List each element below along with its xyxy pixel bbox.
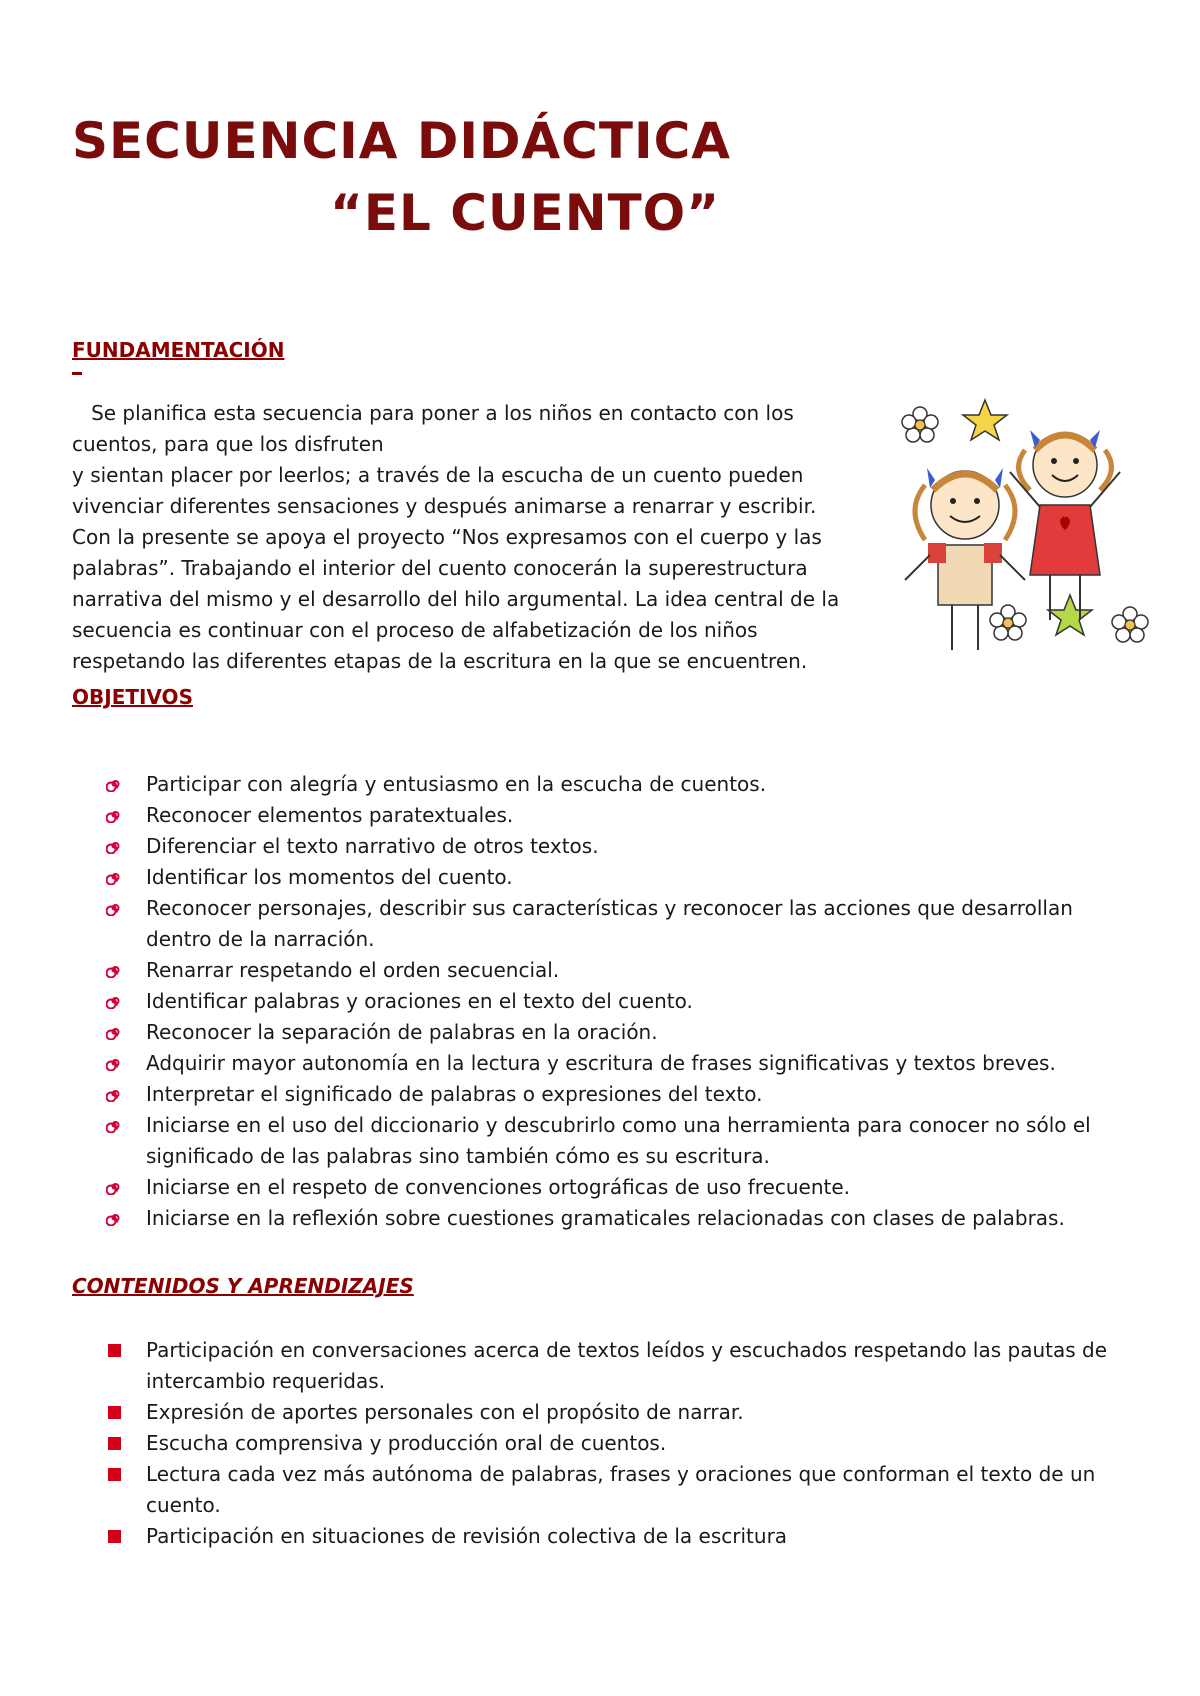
objetivo-item [106,1079,1136,1110]
contenido-item [106,1459,1136,1521]
fundamentacion-paragraph [72,398,882,677]
contenidos-heading: CONTENIDOS Y APRENDIZAJES [72,1274,414,1298]
square-bullet-icon [108,1437,121,1450]
spiral-bullet-icon [106,1210,122,1226]
objetivo-text: Interpretar el significado de palabras o expresiones del texto. [146,1082,763,1106]
square-bullet-icon [108,1406,121,1419]
paragraph-line: palabras”. Trabajando el interior del cuento conocerán la superestructura [72,556,808,580]
document-title: SECUENCIA DIDÁCTICA [72,112,731,170]
objetivo-text: Identificar palabras y oraciones en el texto del cuento. [146,989,693,1013]
contenidos-list [106,1335,1136,1552]
star-icon [1048,595,1092,635]
objetivo-text: Reconocer elementos paratextuales. [146,803,514,827]
paragraph-line: respetando las diferentes etapas de la escritura en la que se encuentren. [72,649,808,673]
contenido-item [106,1521,1136,1552]
star-icon [963,400,1007,440]
flower-icon [990,605,1026,640]
spiral-bullet-icon [106,807,122,823]
objetivos-list [106,769,1136,1234]
girl-figure-right [1010,430,1120,620]
objetivo-text: Participar con alegría y entusiasmo en la escucha de cuentos. [146,772,767,796]
objetivo-item [106,769,1136,800]
objetivo-text: Adquirir mayor autonomía en la lectura y escritura de frases significativas y textos breves. [146,1051,1056,1075]
contenido-text: Expresión de aportes personales con el propósito de narrar. [146,1400,744,1424]
paragraph-line: cuentos, para que los disfruten [72,432,384,456]
paragraph-line: Se planifica esta secuencia para poner a los niños en contacto con los [72,401,794,425]
children-illustration [890,395,1160,665]
objetivo-item [106,893,1136,955]
objetivo-text: Iniciarse en la reflexión sobre cuestiones gramaticales relacionadas con clases de palabras. [146,1206,1065,1230]
spiral-bullet-icon [106,993,122,1009]
paragraph-line: narrativa del mismo y el desarrollo del hilo argumental. La idea central de la [72,587,840,611]
spiral-bullet-icon [106,869,122,885]
flower-icon [1112,607,1148,642]
contenido-item [106,1397,1136,1428]
objetivo-text: Reconocer la separación de palabras en la oración. [146,1020,658,1044]
document-subtitle: “EL CUENTO” [330,184,721,242]
spiral-bullet-icon [106,1117,122,1133]
objetivo-item [106,1172,1136,1203]
objetivo-text: Reconocer personajes, describir sus características y reconocer las acciones que desarrollan dentro de la narración. [146,896,1073,951]
spiral-bullet-icon [106,1086,122,1102]
contenido-text: Participación en conversaciones acerca de textos leídos y escuchados respetando las pautas de intercambio requeridas. [146,1338,1108,1393]
spiral-bullet-icon [106,1024,122,1040]
objetivo-item [106,1017,1136,1048]
fundamentacion-heading: FUNDAMENTACIÓN [72,338,285,362]
contenido-item [106,1335,1136,1397]
contenido-text: Lectura cada vez más autónoma de palabras, frases y oraciones que conforman el texto de un cuento. [146,1462,1096,1517]
heading-dash [72,372,82,375]
paragraph-line: vivenciar diferentes sensaciones y después animarse a renarrar y escribir. [72,494,817,518]
paragraph-line: y sientan placer por leerlos; a través de la escucha de un cuento pueden [72,463,804,487]
contenido-text: Escucha comprensiva y producción oral de cuentos. [146,1431,667,1455]
square-bullet-icon [108,1344,121,1357]
objetivo-item [106,831,1136,862]
objetivo-text: Renarrar respetando el orden secuencial. [146,958,560,982]
objetivo-text: Iniciarse en el respeto de convenciones ortográficas de uso frecuente. [146,1175,851,1199]
objetivo-item [106,862,1136,893]
paragraph-line: Con la presente se apoya el proyecto “Nos expresamos con el cuerpo y las [72,525,822,549]
contenido-text: Participación en situaciones de revisión colectiva de la escritura [146,1524,788,1548]
flower-icon [902,407,938,442]
spiral-bullet-icon [106,1055,122,1071]
objetivo-item [106,986,1136,1017]
objetivo-item [106,1203,1136,1234]
objetivo-text: Identificar los momentos del cuento. [146,865,513,889]
objetivo-item [106,1110,1136,1172]
objetivo-text: Iniciarse en el uso del diccionario y descubrirlo como una herramienta para conocer no sólo el significado de las palabras sino también cómo es su escritura. [146,1113,1091,1168]
square-bullet-icon [108,1468,121,1481]
objetivos-heading: OBJETIVOS [72,685,193,709]
spiral-bullet-icon [106,776,122,792]
objetivo-text: Diferenciar el texto narrativo de otros textos. [146,834,599,858]
objetivo-item [106,955,1136,986]
paragraph-line: secuencia es continuar con el proceso de alfabetización de los niños [72,618,758,642]
objetivo-item [106,800,1136,831]
spiral-bullet-icon [106,1179,122,1195]
spiral-bullet-icon [106,962,122,978]
square-bullet-icon [108,1530,121,1543]
objetivo-item [106,1048,1136,1079]
contenido-item [106,1428,1136,1459]
spiral-bullet-icon [106,900,122,916]
spiral-bullet-icon [106,838,122,854]
